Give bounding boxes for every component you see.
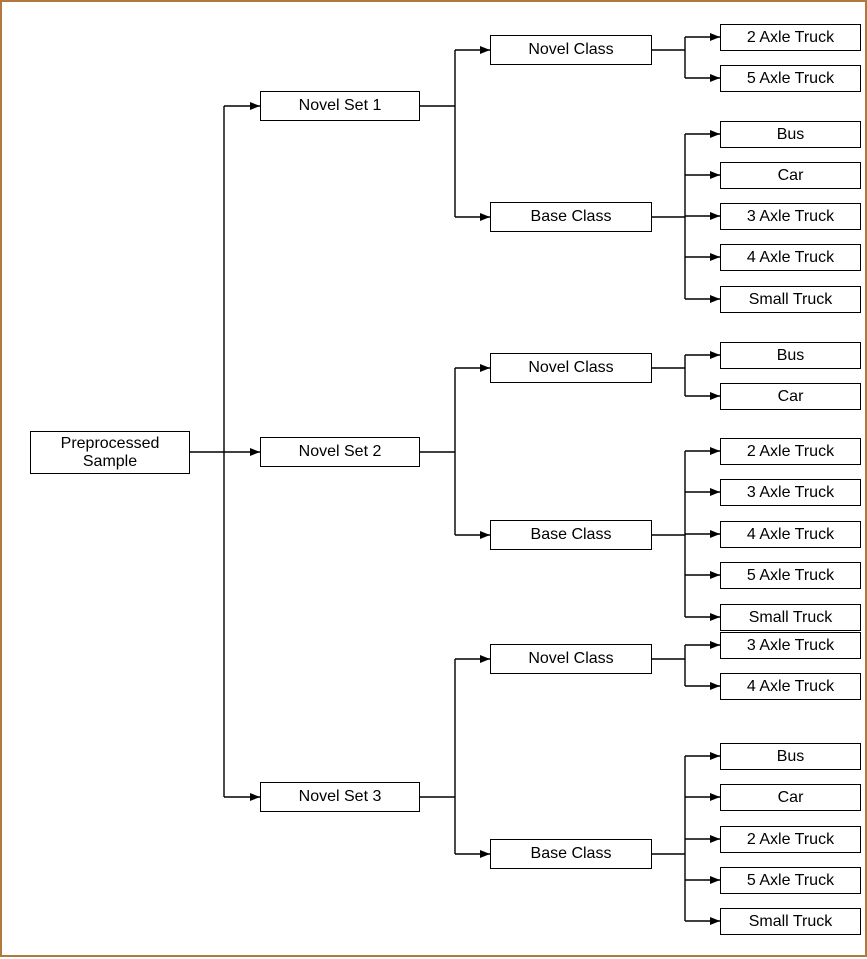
set-2-base-leaf: Small Truck: [720, 604, 861, 631]
set-1-novel-leaf: 5 Axle Truck: [720, 65, 861, 92]
set-2-base-leaf: 2 Axle Truck: [720, 438, 861, 465]
set-2-novel-leaf: Car: [720, 383, 861, 410]
novel-set-3-node: Novel Set 3: [260, 782, 420, 812]
set-1-base-class-node: Base Class: [490, 202, 652, 232]
set-2-base-class-node: Base Class: [490, 520, 652, 550]
set-3-base-class-node: Base Class: [490, 839, 652, 869]
novel-set-2-node: Novel Set 2: [260, 437, 420, 467]
preprocessed-sample-node: Preprocessed Sample: [30, 431, 190, 474]
set-1-base-leaf: 4 Axle Truck: [720, 244, 861, 271]
set-1-base-leaf: 3 Axle Truck: [720, 203, 861, 230]
set-3-base-leaf: 2 Axle Truck: [720, 826, 861, 853]
set-3-novel-leaf: 3 Axle Truck: [720, 632, 861, 659]
set-2-base-leaf: 4 Axle Truck: [720, 521, 861, 548]
set-3-novel-class-node: Novel Class: [490, 644, 652, 674]
set-3-novel-leaf: 4 Axle Truck: [720, 673, 861, 700]
set-1-novel-leaf: 2 Axle Truck: [720, 24, 861, 51]
set-3-base-leaf: Small Truck: [720, 908, 861, 935]
novel-set-1-node: Novel Set 1: [260, 91, 420, 121]
set-1-novel-class-node: Novel Class: [490, 35, 652, 65]
set-2-base-leaf: 5 Axle Truck: [720, 562, 861, 589]
set-1-base-leaf: Small Truck: [720, 286, 861, 313]
set-3-base-leaf: Bus: [720, 743, 861, 770]
set-2-base-leaf: 3 Axle Truck: [720, 479, 861, 506]
set-2-novel-class-node: Novel Class: [490, 353, 652, 383]
set-3-base-leaf: Car: [720, 784, 861, 811]
set-2-novel-leaf: Bus: [720, 342, 861, 369]
set-1-base-leaf: Bus: [720, 121, 861, 148]
set-3-base-leaf: 5 Axle Truck: [720, 867, 861, 894]
set-1-base-leaf: Car: [720, 162, 861, 189]
